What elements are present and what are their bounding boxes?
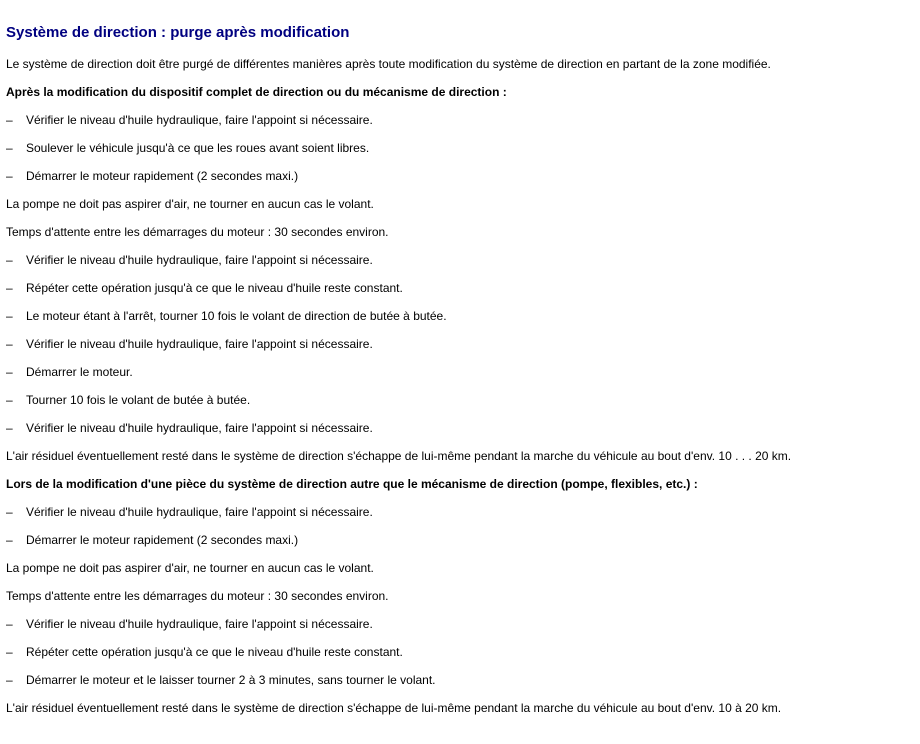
note-paragraph: La pompe ne doit pas aspirer d'air, ne tourner en aucun cas le volant.: [6, 197, 374, 211]
list-item: [6, 386, 911, 414]
bullet-dash: –: [6, 281, 13, 295]
list-item-text: Démarrer le moteur.: [26, 365, 133, 379]
bullet-dash: –: [6, 365, 13, 379]
bullet-dash: –: [6, 169, 13, 183]
list-item-text: Vérifier le niveau d'huile hydraulique, faire l'appoint si nécessaire.: [26, 505, 373, 519]
bullet-dash: –: [6, 673, 13, 687]
list-item-text: Démarrer le moteur rapidement (2 secondes maxi.): [26, 533, 299, 547]
list-item: [6, 134, 911, 162]
list-item-text: Répéter cette opération jusqu'à ce que le niveau d'huile reste constant.: [26, 645, 403, 659]
page-title: Système de direction : purge après modification: [6, 24, 350, 41]
list-item: [6, 162, 911, 190]
bullet-dash: –: [6, 421, 13, 435]
list-item: [6, 330, 911, 358]
list-item-text: Vérifier le niveau d'huile hydraulique, faire l'appoint si nécessaire.: [26, 421, 373, 435]
list-item: [6, 274, 911, 302]
bullet-dash: –: [6, 617, 13, 631]
list-item-text: Le moteur étant à l'arrêt, tourner 10 fois le volant de direction de butée à butée.: [26, 309, 447, 323]
list-item-text: Vérifier le niveau d'huile hydraulique, faire l'appoint si nécessaire.: [26, 253, 373, 267]
list-item-text: Répéter cette opération jusqu'à ce que le niveau d'huile reste constant.: [26, 281, 403, 295]
list-item: [6, 414, 911, 442]
note-paragraph: Temps d'attente entre les démarrages du moteur : 30 secondes environ.: [6, 589, 389, 603]
step-list-component-change: [6, 498, 911, 722]
list-item: [6, 358, 911, 386]
bullet-dash: –: [6, 309, 13, 323]
note-paragraph: L'air résiduel éventuellement resté dans le système de direction s'échappe de lui-même pendant la marche du véhicule au bout d'env. 10 . . . 20 km.: [6, 449, 792, 463]
note-paragraph: L'air résiduel éventuellement resté dans le système de direction s'échappe de lui-même pendant la marche du véhicule au bout d'env. 10 à 20 km.: [6, 701, 782, 715]
section-heading-component-change: Lors de la modification d'une pièce du système de direction autre que le mécanisme de direction (pompe, flexibles, etc.) :: [6, 477, 698, 491]
list-item: [6, 106, 911, 134]
list-item: [6, 302, 911, 330]
list-item-text: Vérifier le niveau d'huile hydraulique, faire l'appoint si nécessaire.: [26, 617, 373, 631]
bullet-dash: –: [6, 505, 13, 519]
list-item: [6, 526, 911, 554]
bullet-dash: –: [6, 337, 13, 351]
note-paragraph: La pompe ne doit pas aspirer d'air, ne tourner en aucun cas le volant.: [6, 561, 374, 575]
list-item: [6, 498, 911, 526]
list-item-text: Démarrer le moteur rapidement (2 secondes maxi.): [26, 169, 299, 183]
document-body: [6, 22, 911, 722]
section-heading-complete-steering: Après la modification du dispositif complet de direction ou du mécanisme de direction :: [6, 85, 507, 99]
list-item: [6, 610, 911, 638]
list-item: [6, 666, 911, 694]
bullet-dash: –: [6, 253, 13, 267]
list-item-text: Soulever le véhicule jusqu'à ce que les roues avant soient libres.: [26, 141, 370, 155]
bullet-dash: –: [6, 141, 13, 155]
list-item: [6, 638, 911, 666]
list-item-text: Vérifier le niveau d'huile hydraulique, faire l'appoint si nécessaire.: [26, 337, 373, 351]
step-list-complete-steering: [6, 106, 911, 470]
list-item: [6, 246, 911, 274]
bullet-dash: –: [6, 645, 13, 659]
bullet-dash: –: [6, 393, 13, 407]
note-paragraph: Temps d'attente entre les démarrages du moteur : 30 secondes environ.: [6, 225, 389, 239]
list-item-text: Vérifier le niveau d'huile hydraulique, faire l'appoint si nécessaire.: [26, 113, 373, 127]
intro-paragraph: Le système de direction doit être purgé de différentes manières après toute modification du système de direction en partant de la zone modifiée.: [6, 57, 771, 71]
bullet-dash: –: [6, 533, 13, 547]
bullet-dash: –: [6, 113, 13, 127]
list-item-text: Tourner 10 fois le volant de butée à butée.: [26, 393, 251, 407]
list-item-text: Démarrer le moteur et le laisser tourner 2 à 3 minutes, sans tourner le volant.: [26, 673, 436, 687]
